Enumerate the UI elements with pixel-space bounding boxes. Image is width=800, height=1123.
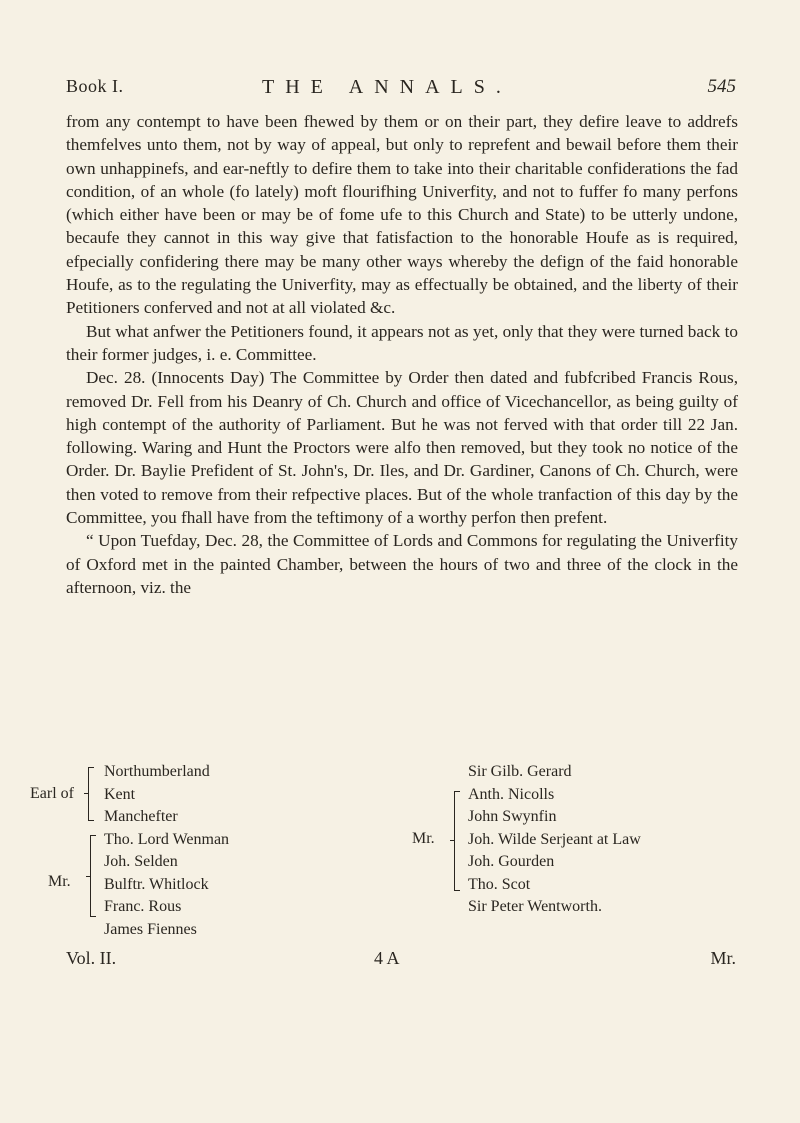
earl-name: Manchefter: [104, 808, 178, 825]
mr-label-right: Mr.: [412, 830, 435, 847]
member-name: James Fiennes: [104, 920, 197, 938]
paragraph-petition: from any contempt to have been fhewed by them or on their part, they defire leave to addrefs themfelves unto them, not by way of appeal, but only to reprefent and bewail before them their own unhappinefs, and ear-neftly to defire them to take into their charitable confiderations the fad condition, of an whole (fo lately) moft flourifhing Univerfity, and not to fuffer fo many perfons (which either have been or may be of fome ufe to this Church and State) to be utterly undone, becaufe they cannot in this way give that fatisfaction to the honorable Houfe as is required, efpecially confidering there may be many other ways whereby the defign of the faid honorable Houfe, as to the regulating the Univerfity, may as effectually be obtained, and the liberty of their Petitioners conferved and not at all violated &c.: [66, 112, 738, 318]
member-name: John Swynfin: [468, 808, 557, 825]
paragraph-dec-28: Dec. 28. (Innocents Day) The Committee by Order then dated and fubfcribed Francis Rous, removed Dr. Fell from his Deanry of Ch. Church and office of Vicechancellor, as being guilty of high contempt of the authority of Parliament. But he was not ferved with that order till 22 Jan. following. Waring and Hunt the Proctors were alfo then removed, but they took no notice of the Order. Dr. Baylie Prefident of St. John's, Dr. Iles, and Dr. Gardiner, Canons of Ch. Church, were then voted to remove from their refpective places. But of the whole tranfaction of this day by the Committee, you fhall have from the teftimony of a worthy perfon then prefent.: [66, 368, 738, 528]
member-name: Joh. Selden: [104, 853, 178, 870]
left-column: [104, 761, 229, 941]
page-number: 545: [707, 76, 736, 97]
mr-label-left: Mr.: [48, 873, 71, 890]
book-label: Book I.: [66, 76, 124, 96]
earl-name: Northumberland: [104, 763, 210, 780]
member-name: Franc. Rous: [104, 898, 182, 915]
member-name: Sir Peter Wentworth.: [468, 898, 602, 915]
volume-label: Vol. II.: [66, 948, 117, 968]
paragraph-answer: But what anfwer the Petitioners found, it appears not as yet, only that they were turned back to their former judges, i. e. Committee.: [66, 321, 738, 364]
earl-of-label: Earl of: [30, 785, 74, 802]
right-column: [468, 761, 641, 919]
body-text: [66, 110, 738, 599]
brace-earls: [88, 767, 94, 821]
member-name: Sir Gilb. Gerard: [468, 763, 572, 780]
paragraph-quotation: “ Upon Tuefday, Dec. 28, the Committee of Lords and Commons for regulating the Univerfity of Oxford met in the painted Chamber, between the hours of two and three of the clock in the afternoon, viz. the: [66, 531, 738, 597]
running-title: THE ANNALS.: [262, 76, 512, 98]
member-name: Anth. Nicolls: [468, 785, 555, 803]
earl-name: Kent: [104, 785, 136, 803]
member-name: Tho. Scot: [468, 875, 531, 893]
running-head: [66, 76, 736, 102]
lord-name: Tho. Lord Wenman: [104, 830, 230, 848]
member-name: Joh. Gourden: [468, 853, 555, 870]
signature-mark: 4 A: [374, 948, 400, 968]
committee-members-list: [30, 761, 770, 941]
member-name: Joh. Wilde Serjeant at Law: [468, 830, 641, 848]
member-name: Bulftr. Whitlock: [104, 875, 209, 893]
brace-mr-left: [90, 835, 96, 917]
page-footer: [66, 948, 736, 972]
brace-mr-right: [454, 791, 460, 891]
catchword: Mr.: [710, 948, 736, 968]
